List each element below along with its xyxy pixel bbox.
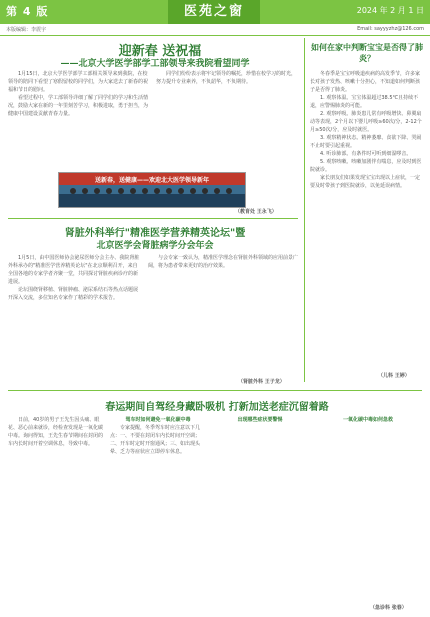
article4-paragraph: 日前，40岁的男子王先生因头痛、眼花、恶心前来就诊，经检查发现是一氧化碳中毒。询问得知，王先生春节期间在封闭的车内长时间开着空调休息，导致中毒。 [8, 417, 104, 447]
article3-paragraph: 5. 观察咳嗽。咳嗽加剧伴有喘息，应及时到医院就诊。 [310, 159, 422, 173]
article2-paragraph: 1月5日，由中国医师协会泌尿医师分会主办、我院肾脏外科承办的"精准医学营养精英论坛"在北京顺利召开，来自全国各地的专家学者齐聚一堂，共同探讨肾脏疾病诊疗的新进展。 [8, 255, 140, 285]
section-divider [8, 218, 298, 219]
article4-column [8, 416, 104, 612]
article1-paragraph: 看望过程中，学工部领导详细了解了同学们的学习和生活情况，鼓励大家在新的一年里刻苦学习，积极进取，勇于担当，为健康中国建设贡献青春力量。 [8, 95, 148, 117]
page-header [0, 0, 430, 24]
article1-column [8, 70, 148, 170]
article4-paragraph: 专家提醒，冬季驾车时应注意以下几点：一、不要在封闭车内长时间开空调；二、开车时定时开窗通风；三、如出现头晕、乏力等症状应立即停车休息。 [110, 425, 201, 455]
article4-subhead: 驾车时如何避免一氧化碳中毒 [125, 417, 191, 423]
article3-paragraph: 家长朋友们如果发现宝宝出现以上症状，一定要及时带孩子到医院就诊，以免延误病情。 [310, 175, 421, 189]
article1-credit: （教育处 王永飞） [235, 209, 277, 215]
article3-column [310, 70, 424, 370]
edition-label: 第 4 版 [6, 5, 49, 18]
article4-column [110, 416, 206, 612]
section-divider [8, 390, 422, 391]
editor-bar [0, 24, 430, 36]
article3-paragraph: 4. 听诊肺部。有条件时可听到细湿啰音。 [320, 151, 412, 157]
article2-column [8, 254, 140, 384]
article1-paragraph: 1月15日，北京大学医学部学工部相关领导来到我院，在校领导的陪同下看望了寒假留校的同学们，为大家送去了新春的祝福和节日的慰问。 [8, 71, 148, 93]
article2-subtitle: 北京医学会肾脏病学分会年会 [96, 241, 214, 251]
article2-credit: （肾脏外科 王子龙） [238, 379, 285, 385]
article4-author: （急诊科 张春） [370, 605, 407, 611]
article3-paragraph: 2. 观察呼吸。肺炎患儿常有呼吸增快、鼻翼扇动等表现，2个月以下婴儿呼吸≥60次/分，2-12个月≥50次/分，应及时就医。 [310, 111, 422, 133]
article3-paragraph: 3. 观察精神状态。精神萎靡、食欲下降、哭闹不止时要引起重视。 [310, 135, 422, 149]
article3-author: （儿科 王婷） [378, 373, 410, 379]
article4-column [314, 416, 422, 606]
article2-column [148, 254, 298, 374]
article3-paragraph: 1. 观察体温。宝宝体温超过38.5℃且持续不退，应警惕肺炎的可能。 [310, 95, 419, 109]
article3-title: 如何在家中判断宝宝是否得了肺炎？ [311, 42, 423, 63]
article1-photo [58, 172, 246, 208]
article4-column [212, 416, 308, 612]
article1-title: 迎新春 送祝福 [118, 44, 202, 59]
article1-subtitle: ——北京大学医学部学工部领导来我院看望同学 [60, 59, 250, 69]
issue-date: 2024 年 2 月 1 日 [356, 6, 424, 15]
column-divider [304, 38, 305, 382]
photo-banner-text: 送新春，送健康——欢迎北大医学领导新年 [94, 177, 209, 184]
article4-title: 春运期间自驾经身藏卧吸机 打新加送老症沉留着路 [105, 402, 329, 413]
article1-column [156, 70, 296, 170]
editor-name: 本版编辑：李震宇 [6, 27, 47, 33]
article1-paragraph: 同学们纷纷表示将牢记领导的嘱托，珍惜在校学习的时光，努力提升专业素养，不负韶华，不负期待。 [156, 71, 296, 85]
article3-paragraph: 冬春季是宝宝呼吸道疾病的高发季节，许多家长对孩子发热、咳嗽十分担心，不知道如何判断孩子是否得了肺炎。 [310, 71, 421, 93]
article2-paragraph: 与会专家一致认为，精准医学理念在肾脏外科领域的应用前景广阔，将为患者带来更好的治疗效果。 [148, 255, 298, 269]
article4-subhead: 一氧化碳中毒如何急救 [342, 417, 393, 423]
article2-title: 肾脏外科举行"精准医学营养精英论坛"暨 [64, 228, 246, 239]
article2-paragraph: 论坛围绕肾移植、肾脏肿瘤、泌尿系结石等热点话题展开深入交流，多位知名专家作了精彩的学术报告。 [8, 287, 139, 301]
section-logo: 医苑之窗 [168, 0, 260, 24]
article4-subhead: 出现哪些症状要警惕 [237, 417, 283, 423]
editor-email: Email: sayyyzhz@126.com [357, 26, 424, 32]
